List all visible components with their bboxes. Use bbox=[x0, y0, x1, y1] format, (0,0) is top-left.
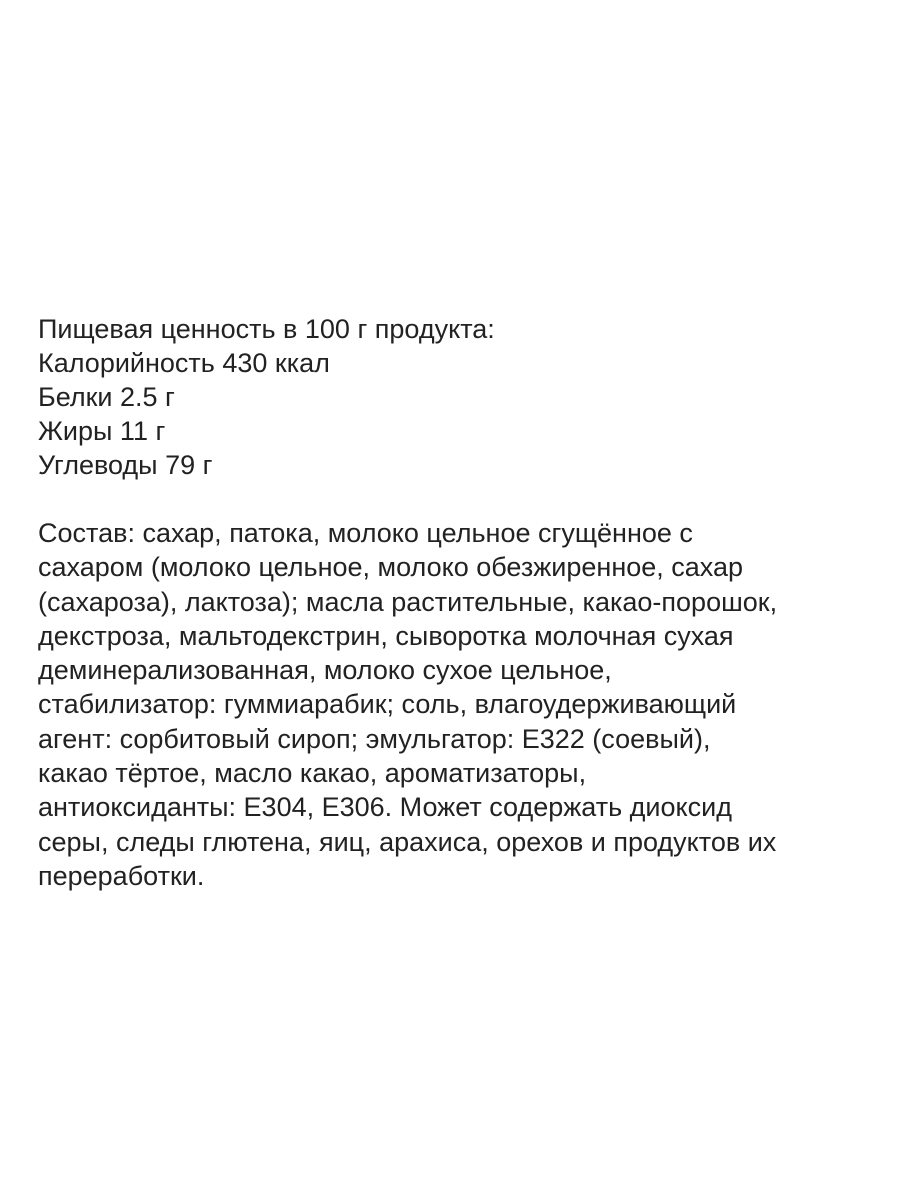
ingredients-line: Состав: сахар, патока, молоко цельное сгущённое с bbox=[38, 518, 693, 548]
ingredients-line: какао тёртое, масло какао, ароматизаторы, bbox=[38, 758, 587, 789]
carbs-line: Углеводы 79 г bbox=[38, 450, 213, 480]
ingredients-line: антиоксиданты: Е304, Е306. Может содержать диоксид bbox=[38, 792, 732, 823]
protein-line: Белки 2.5 г bbox=[38, 382, 175, 412]
nutrition-heading: Пищевая ценность в 100 г продукта: bbox=[38, 314, 495, 344]
ingredients-line: (сахароза), лактоза); масла растительные, какао-порошок, bbox=[38, 586, 778, 617]
calories-line: Калорийность 430 ккал bbox=[38, 348, 330, 378]
ingredients-line: стабилизатор: гуммиарабик; соль, влагоудерживающий bbox=[38, 689, 737, 720]
product-info-document bbox=[38, 312, 878, 893]
ingredients-line: серы, следы глютена, яиц, арахиса, орехов и продуктов их bbox=[38, 826, 777, 857]
ingredients-line: декстроза, мальтодекстрин, сыворотка молочная сухая bbox=[38, 620, 734, 651]
ingredients-line: переработки. bbox=[38, 860, 205, 891]
fat-line: Жиры 11 г bbox=[38, 416, 166, 446]
ingredients-line: сахаром (молоко цельное, молоко обезжиренное, сахар bbox=[38, 552, 744, 583]
ingredients-line: деминерализованная, молоко сухое цельное, bbox=[38, 655, 612, 686]
ingredients-line: агент: сорбитовый сироп; эмульгатор: Е322 (соевый), bbox=[38, 723, 711, 754]
ingredients-paragraph bbox=[38, 516, 878, 893]
nutrition-facts bbox=[38, 312, 878, 482]
